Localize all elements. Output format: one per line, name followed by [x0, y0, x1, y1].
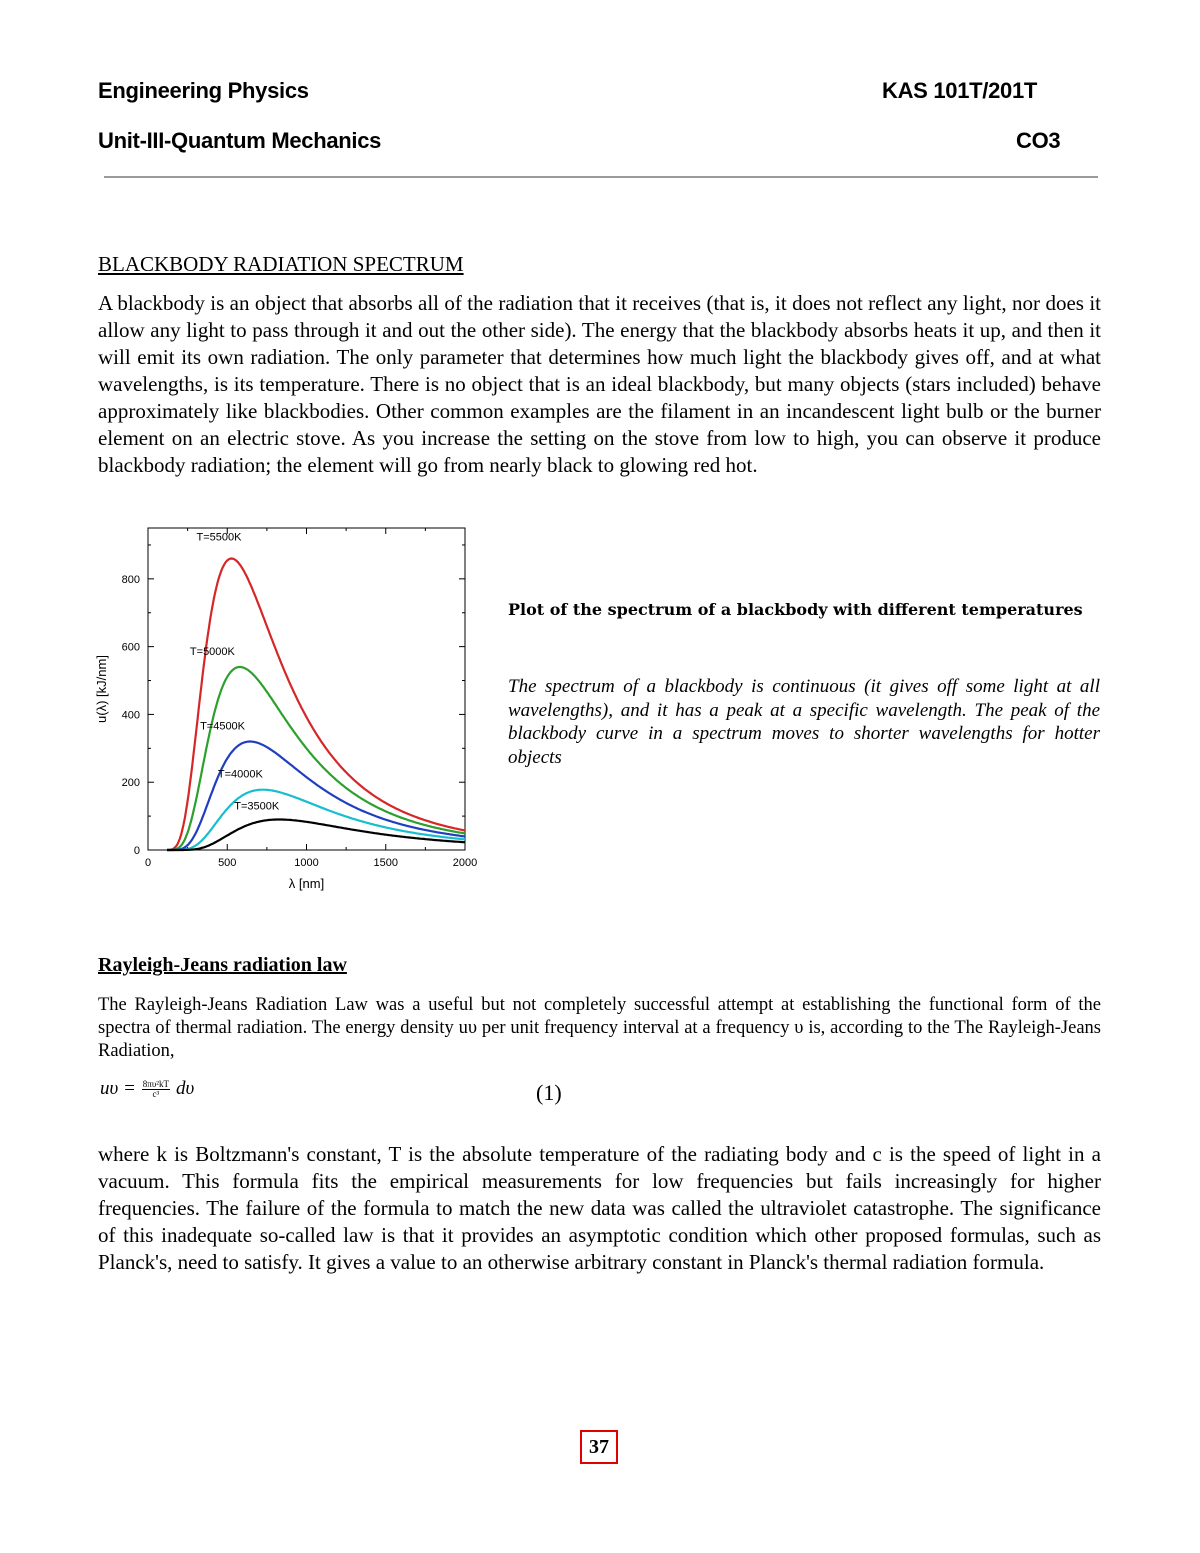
figure-caption-body: The spectrum of a blackbody is continuous (it gives off some light at all wavelengths), and it has a peak at a specific wavelength. The peak of the blackbody curve in a spectrum moves to shorter wavelengths for hotter objects: [508, 676, 1100, 768]
rayleigh-jeans-equation: [100, 1078, 194, 1100]
boltzmann-paragraph: where k is Boltzmann's constant, T is the absolute temperature of the radiating body and c is the speed of light in a vacuum. This formula fits the empirical measurements for low frequencies but fails increasingly for higher frequencies. The failure of the formula to match the new data was called the ultraviolet catastrophe. The significance of this inadequate so-called law is that it provides an asymptotic condition which other proposed formulas, such as Planck's, need to satisfy. It gives a value to an otherwise arbitrary constant in Planck's thermal radiation formula.: [98, 1142, 1101, 1274]
page-number: 37: [580, 1430, 618, 1464]
header-divider: [104, 176, 1098, 178]
y-tick-label: 200: [121, 777, 140, 790]
series-label-5000: T=5000K: [189, 645, 235, 658]
equation-rhs: dυ: [176, 1078, 195, 1099]
figure-caption-title: Plot of the spectrum of a blackbody with different temperatures: [508, 600, 1083, 619]
equation-number: (1): [536, 1080, 562, 1105]
equation-lhs: uυ =: [100, 1078, 136, 1099]
y-axis-label: u(λ) [kJ/nm]: [94, 655, 109, 723]
course-outcome: CO3: [1016, 128, 1061, 153]
x-axis-label: λ [nm]: [288, 876, 325, 891]
subject-title: Engineering Physics: [98, 78, 309, 103]
section-title-rayleigh-jeans: Rayleigh-Jeans radiation law: [98, 954, 347, 976]
section-title-blackbody: BLACKBODY RADIATION SPECTRUM: [98, 252, 464, 276]
x-tick-label: 2000: [452, 857, 478, 869]
y-tick-label: 400: [121, 709, 140, 722]
series-line-4000: [167, 790, 465, 850]
y-tick-label: 600: [121, 641, 140, 654]
series-label-3500: T=3500K: [234, 800, 280, 813]
x-tick-label: 1000: [294, 857, 319, 869]
unit-title: Unit-III-Quantum Mechanics: [98, 128, 382, 153]
series-label-5500: T=5500K: [196, 531, 242, 544]
y-tick-label: 0: [133, 845, 140, 857]
blackbody-spectrum-chart: [92, 518, 492, 898]
equation-denominator: c³: [152, 1088, 160, 1099]
course-code: KAS 101T/201T: [882, 78, 1038, 103]
x-tick-label: 1500: [373, 857, 398, 869]
x-tick-label: 500: [218, 857, 237, 869]
equation-fraction: [142, 1080, 170, 1099]
x-tick-label: 0: [144, 857, 152, 869]
y-tick-label: 800: [121, 573, 140, 586]
series-label-4500: T=4500K: [200, 720, 246, 733]
equation-numerator: 8πυ²kT: [142, 1078, 169, 1089]
series-label-4000: T=4000K: [217, 768, 263, 781]
blackbody-paragraph: A blackbody is an object that absorbs all of the radiation that it receives (that is, it does not reflect any light, nor does it allow any light to pass through it and out the other side). The energy that the blackbody absorbs heats it up, and then it will emit its own radiation. The only parameter that determines how much light the blackbody gives off, and at what wavelengths, is its temperature. There is no object that is an ideal blackbody, but many objects (stars included) behave approximately like blackbodies. Other common examples are the filament in an incandescent light bulb or the burner element on an electric stove. As you increase the setting on the stove from low to high, you can observe it produce blackbody radiation; the element will go from nearly black to glowing red hot.: [98, 291, 1101, 477]
rayleigh-jeans-paragraph: The Rayleigh-Jeans Radiation Law was a useful but not completely successful attempt at establishing the functional form of the spectra of thermal radiation. The energy density uυ per unit frequency interval at a frequency υ is, according to the The Rayleigh-Jeans Radiation,: [98, 995, 1101, 1061]
